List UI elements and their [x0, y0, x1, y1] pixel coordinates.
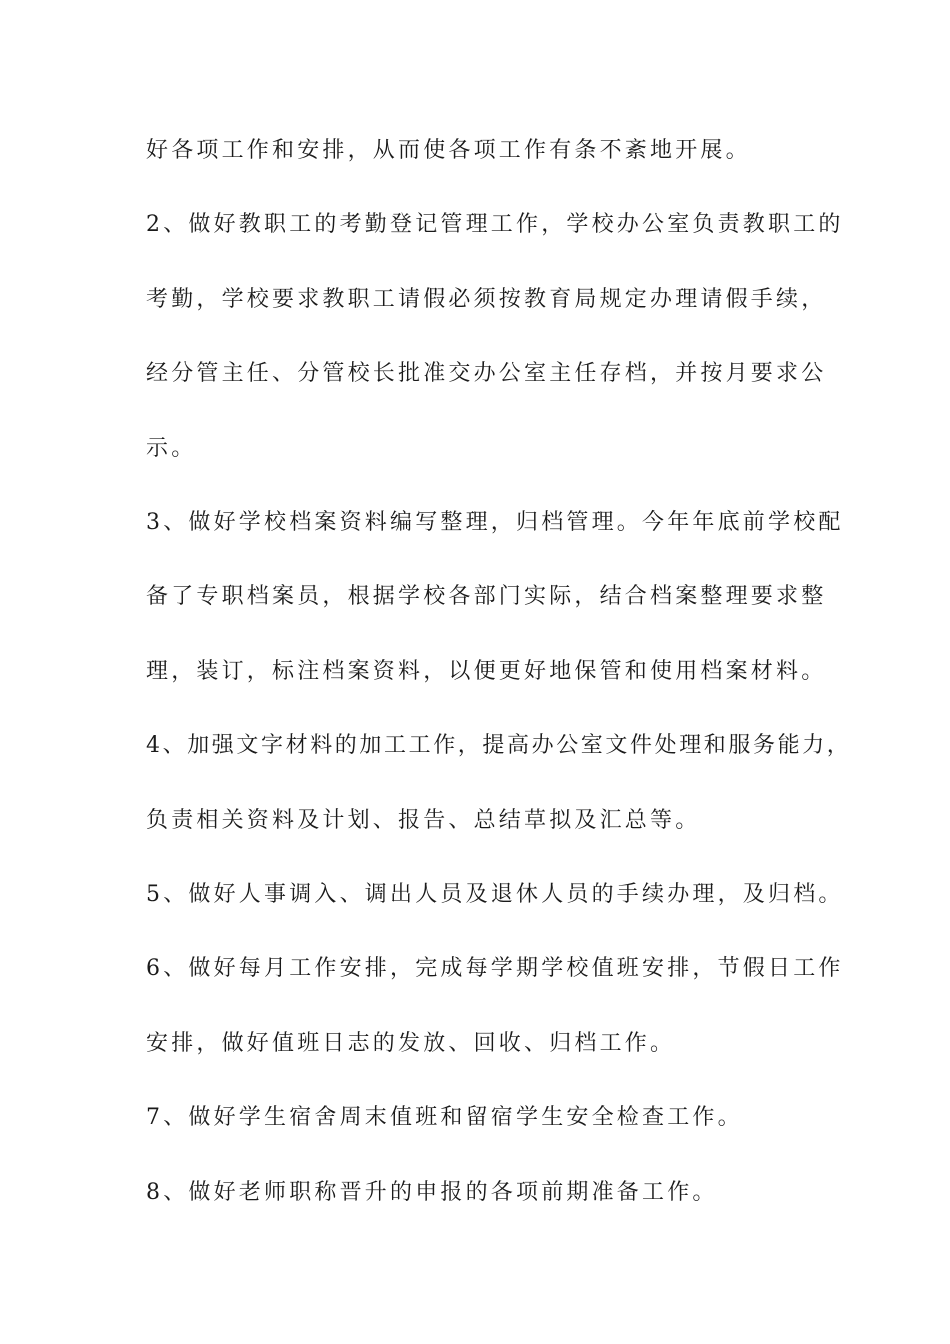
text-line: 4、加强文字材料的加工工作，提高办公室文件处理和服务能力，: [146, 733, 852, 758]
text-line: 理，装订，标注档案资料，以便更好地保管和使用档案材料。: [146, 659, 827, 684]
text-line: 好各项工作和安排，从而使各项工作有条不紊地开展。: [146, 138, 751, 163]
text-line: 经分管主任、分管校长批准交办公室主任存档，并按月要求公: [146, 361, 827, 386]
text-line: 安排，做好值班日志的发放、回收、归档工作。: [146, 1031, 676, 1056]
text-line: 8、做好老师职称晋升的申报的各项前期准备工作。: [146, 1180, 718, 1205]
text-line: 考勤，学校要求教职工请假必须按教育局规定办理请假手续，: [146, 287, 827, 312]
text-line: 备了专职档案员，根据学校各部门实际，结合档案整理要求整: [146, 584, 827, 609]
text-line: 2、做好教职工的考勤登记管理工作，学校办公室负责教职工的: [146, 212, 844, 237]
text-line: 3、做好学校档案资料编写整理，归档管理。今年年底前学校配: [146, 510, 844, 535]
text-line: 7、做好学生宿舍周末值班和留宿学生安全检查工作。: [146, 1105, 743, 1130]
text-line: 5、做好人事调入、调出人员及退休人员的手续办理，及归档。: [146, 882, 844, 907]
text-line: 示。: [146, 436, 197, 461]
text-line: 6、做好每月工作安排，完成每学期学校值班安排，节假日工作: [146, 956, 844, 981]
text-line: 负责相关资料及计划、报告、总结草拟及汇总等。: [146, 808, 701, 833]
